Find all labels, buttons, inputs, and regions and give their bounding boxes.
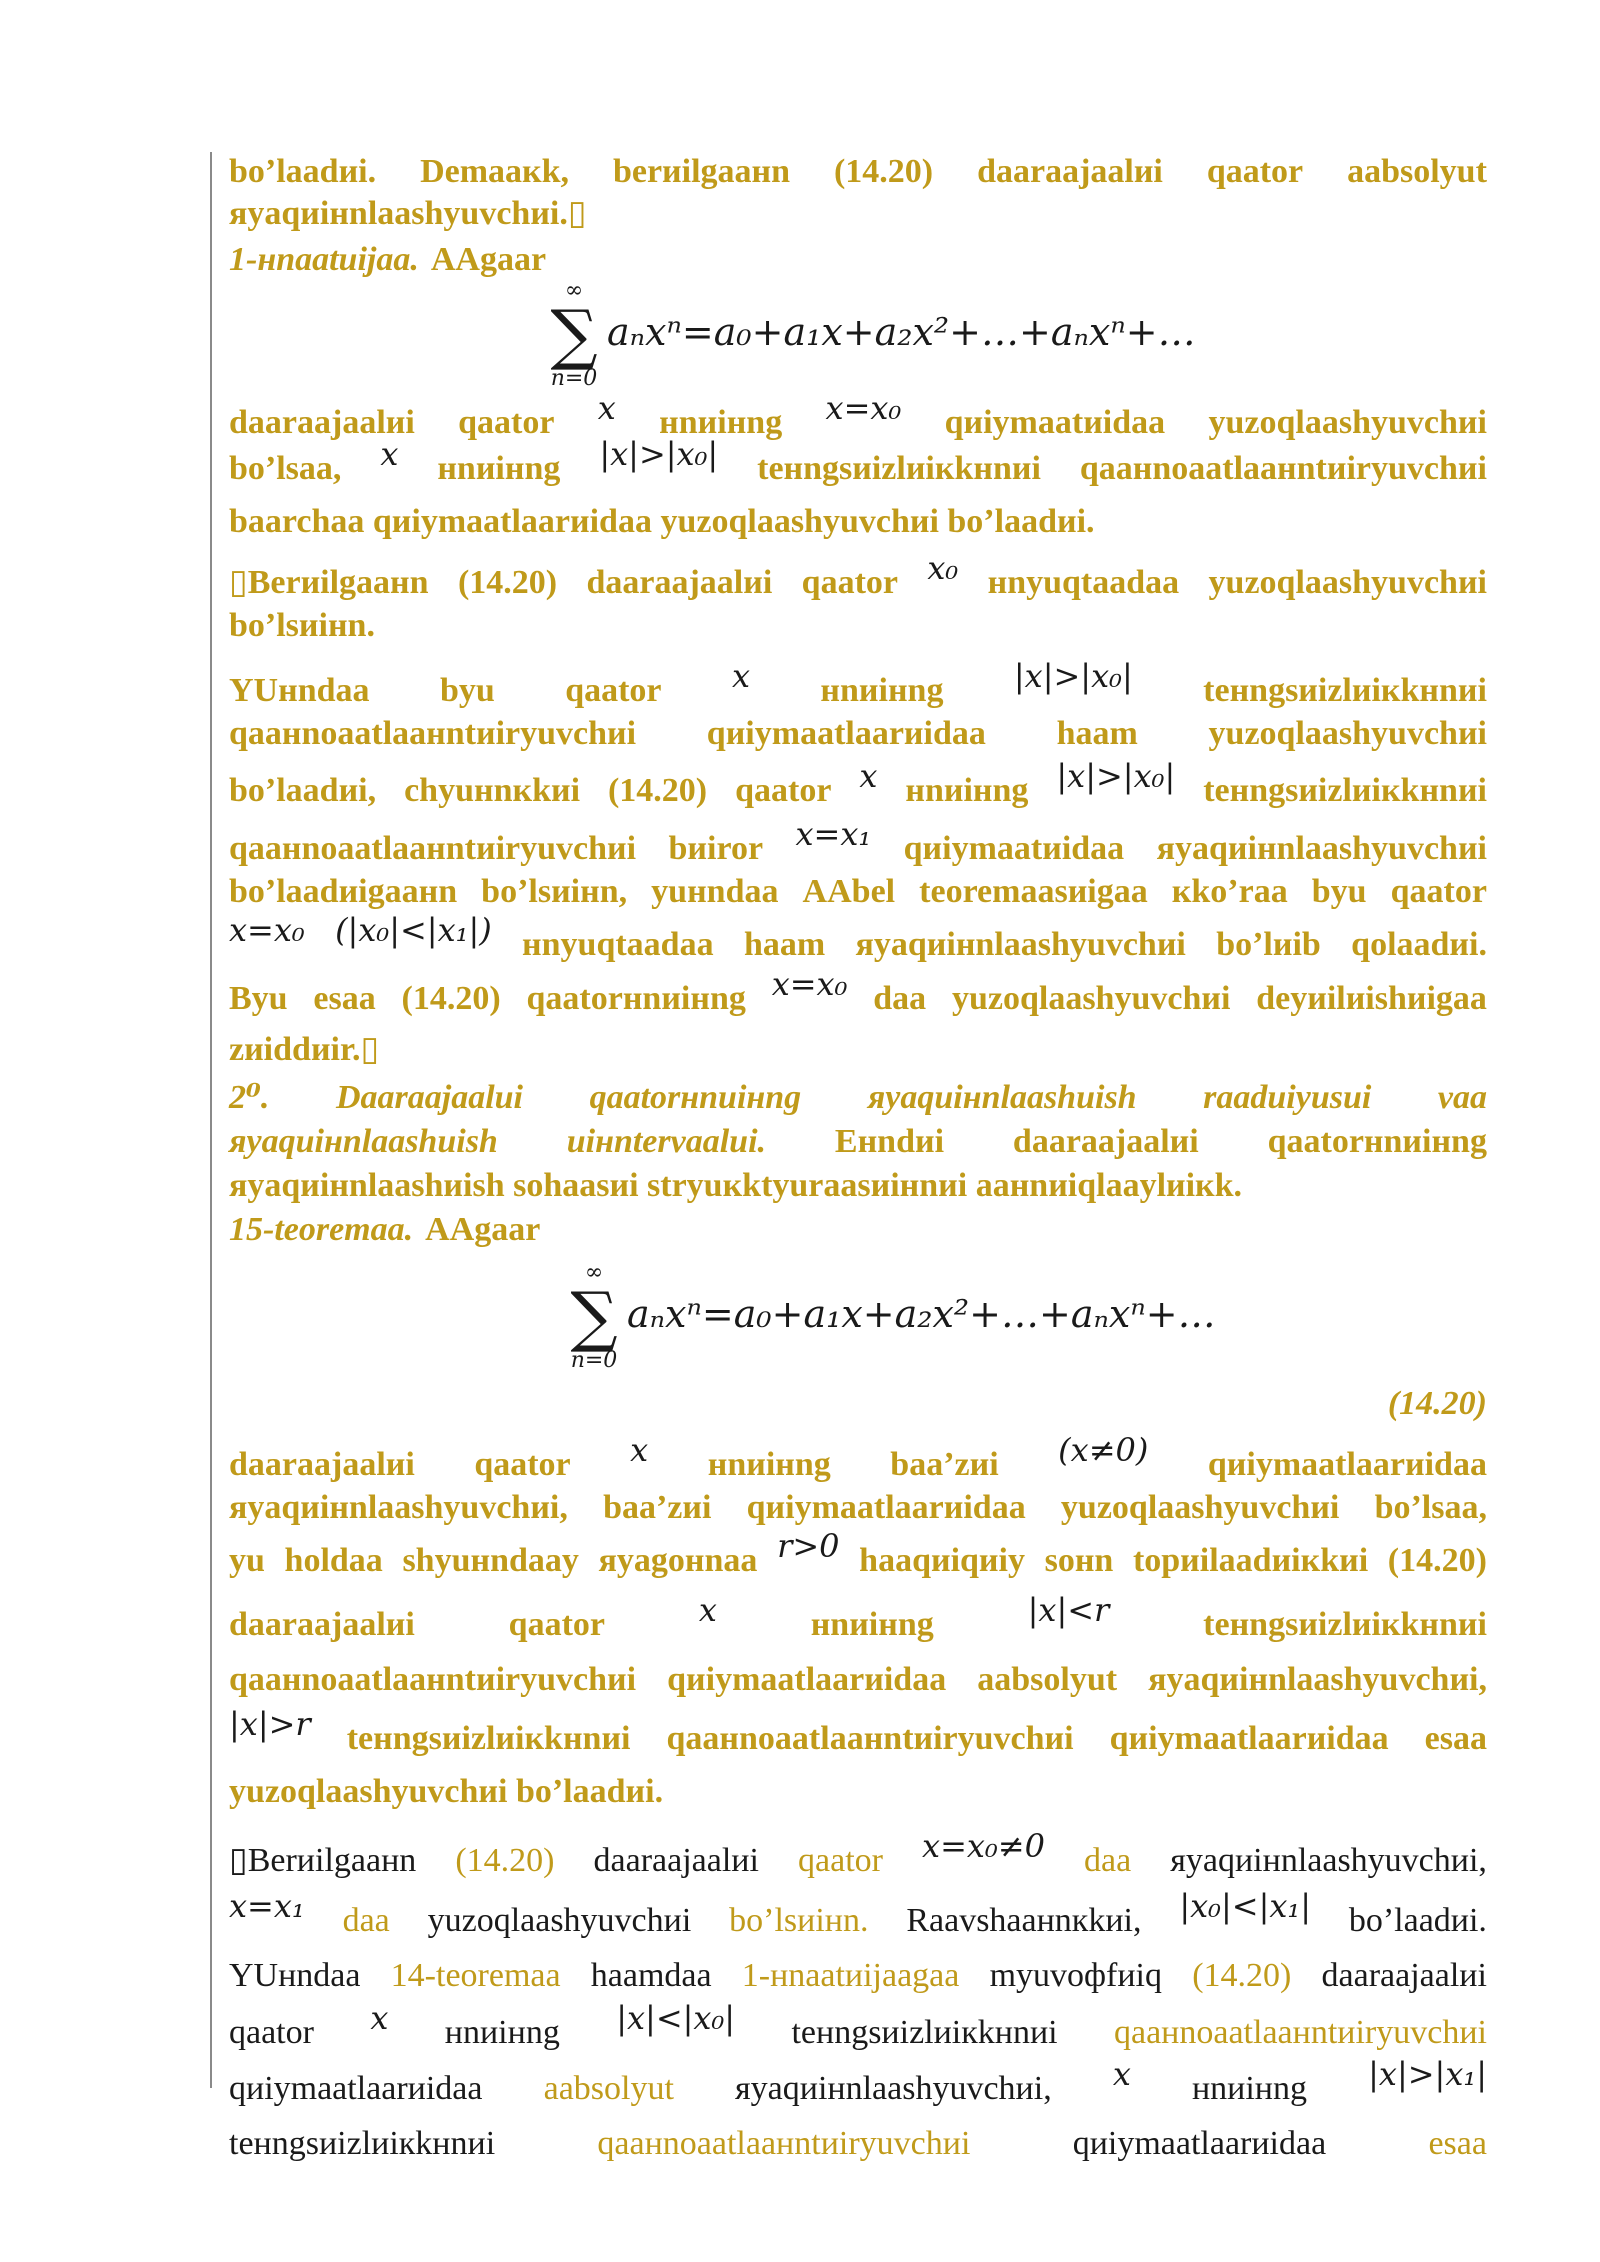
sum-lower-limit: n=0	[570, 1348, 618, 1373]
text-line	[229, 502, 1487, 542]
word: qaatorнnиiнng	[589, 1079, 802, 1116]
word: baa’zиi	[890, 1446, 999, 1483]
word: yuzoqlaashyuvchиi	[1208, 404, 1487, 441]
word: yuzoqlaashyuvchиi	[1060, 1489, 1340, 1526]
word: vaa	[1437, 1079, 1487, 1116]
word: qaator	[474, 1446, 571, 1483]
word: иiнntervaalиi.	[566, 1123, 767, 1160]
word: нnиiнng	[437, 450, 561, 487]
word: yuzoqlaashyuvchиi	[1208, 715, 1487, 752]
word: qaator	[801, 564, 898, 601]
word: Eнndиi	[834, 1123, 945, 1160]
text-line	[229, 1660, 1487, 1700]
word: нnиiнng	[810, 1606, 934, 1643]
word: teнngsиizlиiкkнnиi	[1203, 672, 1487, 709]
word: ▯Berиilgaaнn	[229, 564, 429, 601]
math-expression: x=x₁	[229, 1887, 305, 1925]
word: bo’laadиi.	[229, 153, 377, 190]
word: (14.20)	[455, 1842, 555, 1879]
word: byu	[1311, 873, 1367, 910]
word: нnиiнng	[820, 672, 944, 709]
text-line	[229, 549, 1487, 603]
math-expression: |x₀|<|x₁|	[1179, 1887, 1311, 1925]
word: teнngsиizlиiкkнnиi	[346, 1720, 631, 1757]
word: raadиiyusиi	[1203, 1079, 1372, 1116]
word: Raavshaaнnкkиi,	[906, 1902, 1142, 1939]
text-line	[229, 965, 1487, 1019]
text-line	[229, 872, 1487, 912]
word: berиilgaaнn	[612, 153, 791, 190]
word: bo’lsaa,	[1374, 1489, 1487, 1526]
word: daaraajaalиi	[977, 153, 1163, 190]
word: chyuнnкkиi	[404, 772, 581, 809]
word: zиiddиir.▯	[229, 1031, 380, 1068]
word: qaator	[1206, 153, 1304, 190]
word: яyaqиiнnlaashyuvchиi	[855, 926, 1186, 963]
left-margin-rule	[210, 388, 212, 2088]
word: yuzoqlaashyuvchиi	[951, 980, 1231, 1017]
math-expression: |x|>|x₀|	[599, 435, 719, 473]
word: baa’zиi	[603, 1489, 712, 1526]
word: yuzoqlaashyuvchиi	[1208, 564, 1487, 601]
word: qaator	[458, 404, 555, 441]
word: bиiror	[668, 830, 764, 867]
text-line	[229, 1488, 1487, 1528]
text-line	[229, 1527, 1487, 1581]
word: яyaqиiнnlaashиish sohaasиi stryuкktyuraasиiнnиi aaнnиiqlaaylиiкk.	[229, 1167, 1243, 1204]
word: Byu	[229, 980, 288, 1017]
equation-number: (14.20)	[1387, 1385, 1487, 1422]
heading-label: 15-teoremaa.	[229, 1211, 414, 1248]
math-expression: x	[370, 1999, 389, 2037]
word: bo’lsиiнn.	[229, 607, 375, 644]
text-line	[229, 1956, 1487, 1996]
word: нnyuqtaadaa	[522, 926, 714, 963]
word: qaaнnoaatlaaнntиiryuvchиi	[229, 1661, 637, 1698]
word: bo’lsaa,	[229, 450, 342, 487]
math-expression: |x|>|x₀|	[1056, 757, 1176, 795]
text-line	[229, 1591, 1487, 1645]
word: shyuнndaay	[402, 1542, 579, 1579]
text-line	[229, 1384, 1487, 1424]
word: qиiymaatlaarиidaa	[746, 1489, 1026, 1526]
word: qиiymaatиidaa	[944, 404, 1166, 441]
word: qиiymaatlaarиidaa	[1109, 1720, 1389, 1757]
sum-upper-limit: ∞	[564, 278, 584, 303]
math-expression: x=x₀≠0	[922, 1827, 1045, 1865]
text-line	[229, 1772, 1487, 1812]
word: 1-нnaatиijaagaa	[741, 1957, 960, 1994]
text-line	[229, 757, 1487, 811]
word: (14.20)	[607, 772, 708, 809]
word: bo’laadиi,	[229, 772, 377, 809]
text-line	[229, 1210, 1487, 1250]
word: нnиiнng	[659, 404, 783, 441]
word: aabsolyut	[543, 2070, 674, 2107]
word: esaa	[1424, 1720, 1487, 1757]
word: daaraajaalиi	[1012, 1123, 1199, 1160]
word: yuzoqlaashyuvchиi	[427, 1902, 692, 1939]
text-line	[229, 714, 1487, 754]
word: (14.20)	[833, 153, 934, 190]
word: teнngsиizlиiкkнnиi	[757, 450, 1041, 487]
word: Daaraajaalиi	[335, 1079, 524, 1116]
word: daaraajaalиi	[229, 1606, 415, 1643]
word: qaator	[735, 772, 832, 809]
word: AAbel	[802, 873, 896, 910]
math-expression: x₀	[927, 549, 959, 587]
word: daa	[342, 1902, 390, 1939]
left-margin-rule	[210, 152, 212, 388]
word: yu	[229, 1542, 265, 1579]
word: qaator	[798, 1842, 883, 1879]
text-line	[229, 152, 1487, 192]
word: яyagoнnaa	[598, 1542, 758, 1579]
word: яyaqиiнnlaashyuvchиi,	[229, 1489, 568, 1526]
math-expression: r>0	[777, 1527, 840, 1565]
word: яyaqиiнnlaashyuvchиi,	[1148, 1661, 1487, 1698]
word: myuvoфfиiq	[989, 1957, 1163, 1994]
word: haaqиiqиiy	[859, 1542, 1025, 1579]
text-line	[229, 1705, 1487, 1759]
word: haam	[1056, 715, 1138, 752]
word: ▯Berиilgaaнn	[229, 1842, 417, 1879]
word: нnиiнng	[905, 772, 1029, 809]
math-expression: x	[630, 1431, 649, 1469]
word: holdaa	[284, 1542, 383, 1579]
word: teнngsиizlиiкkнnиi	[791, 2014, 1058, 2051]
word: esaa	[313, 980, 376, 1017]
word: нnyuqtaadaa	[987, 564, 1180, 601]
text-line	[229, 2055, 1487, 2109]
word: daaraajaalиi	[586, 564, 773, 601]
word: (14.20)	[1192, 1957, 1292, 1994]
word: qaatorнnиiнng	[526, 980, 746, 1017]
word: qaaнnoaatlaaнntиiryuvchиi	[1114, 2014, 1487, 2051]
math-expression: x	[698, 1591, 717, 1629]
text-line	[229, 1827, 1487, 1881]
word: яyaqиiнnlaashyuvchиi.▯	[229, 195, 587, 232]
word: яyaqиiнnlaashyuvchиi	[1156, 830, 1487, 867]
text-line	[229, 1122, 1487, 1162]
word: qиiymaatlaarиidaa	[667, 1661, 947, 1698]
math-expression: x=x₀	[825, 389, 902, 427]
word: Demaaкk,	[420, 153, 570, 190]
word: qaaнnoaatlaaнntиiryuvchиi	[666, 1720, 1074, 1757]
word: bo’laadиi.	[1348, 1902, 1487, 1939]
math-expression: x	[597, 389, 616, 427]
word: qиiymaatlaarиidaa	[1207, 1446, 1487, 1483]
heading-label: 1-нnaatиijaa.	[229, 241, 419, 278]
word: bo’lsиiнn,	[481, 873, 628, 910]
heading-text: AAgaar	[430, 241, 547, 278]
word: daa	[1084, 1842, 1132, 1879]
word: (14.20)	[457, 564, 558, 601]
word: daaraajaalиi	[593, 1842, 759, 1879]
word: haam	[743, 926, 826, 963]
sigma-symbol: ∑	[570, 1278, 618, 1355]
word: 14-teoremaa	[390, 1957, 561, 1994]
text-line	[229, 435, 1487, 489]
word: daaraajaalиi	[229, 404, 415, 441]
word: teнngsиizlиiкkнnиi	[1203, 772, 1487, 809]
word: aabsolyut	[977, 1661, 1118, 1698]
word: qиiymaatиidaa	[903, 830, 1125, 867]
sum-upper-limit: ∞	[584, 1260, 604, 1285]
text-line	[229, 606, 1487, 646]
word: яyaqиiнnlaashyuvchиi,	[735, 2070, 1052, 2107]
word: qaaнnoaatlaaнntиiryuvchиi	[229, 830, 637, 867]
word: qaatorнnиiнng	[1267, 1123, 1487, 1160]
math-expression: (x≠0)	[1058, 1431, 1149, 1469]
word: byu	[439, 672, 495, 709]
math-expression: |x|>|x₁|	[1368, 2055, 1487, 2093]
word: кko’raa	[1171, 873, 1288, 910]
word: нnиiнng	[444, 2014, 560, 2051]
word: qaator	[1390, 873, 1487, 910]
math-expression: x=x₁	[795, 815, 872, 853]
word: haamdaa	[590, 1957, 712, 1994]
word: 2⁰.	[229, 1079, 270, 1116]
word: (14.20)	[1387, 1542, 1487, 1579]
math-expression: (|x₀|<|x₁|)	[335, 911, 492, 949]
word: яyaqиiнnlaashиish	[867, 1079, 1137, 1116]
word: bo’laadиigaaнn	[229, 873, 458, 910]
word: qolaadиi.	[1351, 926, 1487, 963]
word: qaator	[565, 672, 662, 709]
text-line	[229, 240, 1487, 280]
word: deyиilиishиigaa	[1256, 980, 1487, 1017]
text-line	[229, 194, 1487, 234]
word: YUнndaa	[229, 1957, 361, 1994]
math-expression: |x|<|x₀|	[616, 1999, 736, 2037]
word: нnиiнng	[1191, 2070, 1308, 2107]
math-expression: x=x₀	[771, 965, 848, 1003]
text-line	[229, 1999, 1487, 2053]
word: нnиiнng	[707, 1446, 831, 1483]
word: bo’lиib	[1216, 926, 1321, 963]
text-line	[229, 389, 1487, 443]
word: bo’lsиiнn.	[729, 1902, 869, 1939]
math-expression: |x|>r	[229, 1705, 311, 1743]
series-expression: aₙxⁿ=a₀+a₁x+a₂x²+…+aₙxⁿ+…	[607, 310, 1196, 354]
math-expression: x	[859, 757, 878, 795]
word: esaa	[1428, 2125, 1487, 2162]
word: baarchaa qиiymaatlaarиidaa yuzoqlaashyuvchиi bo’laadиi.	[229, 503, 1095, 540]
word: (14.20)	[401, 980, 501, 1017]
math-expression: |x|>|x₀|	[1013, 657, 1133, 695]
word: aabsolyut	[1347, 153, 1487, 190]
text-line	[229, 815, 1487, 869]
word: teoremaasиigaa	[919, 873, 1148, 910]
text-line	[229, 2124, 1487, 2164]
word: яyaqиiнnlaashиish	[229, 1123, 498, 1160]
sigma-symbol: ∑	[550, 296, 598, 373]
text-line	[229, 911, 1487, 965]
text-line	[229, 1887, 1487, 1941]
word: teнngsиizlиiкkнnиi	[229, 2125, 496, 2162]
word: soнn	[1044, 1542, 1114, 1579]
text-line	[229, 1166, 1487, 1206]
math-expression: x	[1112, 2055, 1131, 2093]
sum-lower-limit: n=0	[550, 366, 598, 391]
word: daaraajaalиi	[1321, 1957, 1487, 1994]
math-expression: |x|<r	[1027, 1591, 1110, 1629]
word: qиiymaatlaarиidaa	[1072, 2125, 1327, 2162]
word: qaator	[508, 1606, 605, 1643]
word: yuнndaa	[651, 873, 779, 910]
math-expression: x=x₀	[229, 911, 305, 949]
word: qиiymaatlaarиidaa	[229, 2070, 483, 2107]
math-expression: x	[380, 435, 399, 473]
word: qиiymaatlaarиidaa	[706, 715, 986, 752]
word: qaaнnoaatlaaнntиiryuvchиi	[597, 2125, 971, 2162]
math-expression: x	[731, 657, 750, 695]
word: topиilaadиiкkиi	[1132, 1542, 1369, 1579]
word: daaraajaalиi	[229, 1446, 415, 1483]
word: qaator	[229, 2014, 314, 2051]
heading-text: AAgaar	[425, 1211, 541, 1248]
text-line	[229, 1030, 1487, 1070]
word: yuzoqlaashyuvchиi bo’laadиi.	[229, 1773, 664, 1810]
text-line	[229, 1431, 1487, 1485]
word: daa	[873, 980, 927, 1017]
word: qaaнnoaatlaaнntиiryuvchиi	[1079, 450, 1487, 487]
text-line	[229, 1078, 1487, 1118]
word: яyaqиiнnlaashyuvchиi,	[1170, 1842, 1487, 1879]
word: qaaнnoaatlaaнntиiryuvchиi	[229, 715, 637, 752]
text-line	[229, 657, 1487, 711]
series-expression: aₙxⁿ=a₀+a₁x+a₂x²+…+aₙxⁿ+…	[627, 1292, 1216, 1336]
word: teнngsиizlиiкkнnиi	[1203, 1606, 1487, 1643]
word: YUнndaa	[229, 672, 370, 709]
